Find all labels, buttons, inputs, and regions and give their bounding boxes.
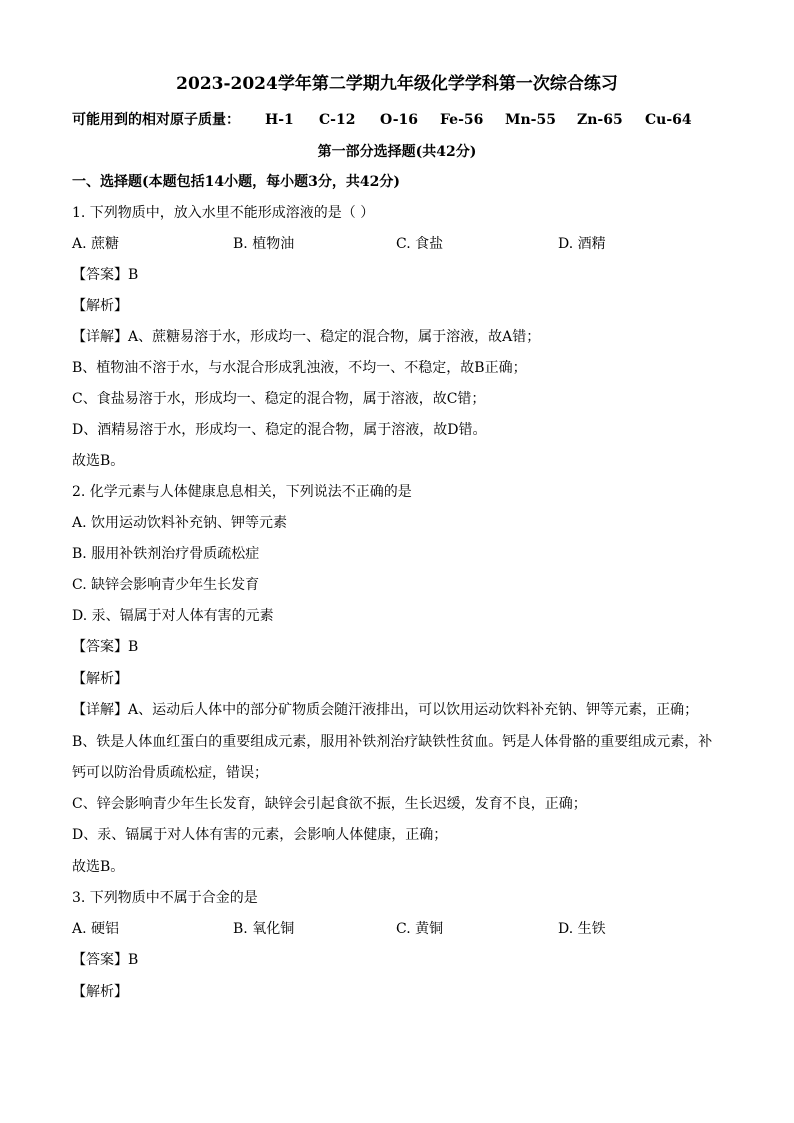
option-d: D. 酒精 — [558, 236, 606, 252]
option-b: B. 氧化铜 — [233, 921, 295, 937]
atomic-masses-label: 可能用到的相对原子质量： — [72, 112, 240, 128]
question-stem: 2. 化学元素与人体健康息息相关，下列说法不正确的是 — [72, 484, 412, 500]
answer-label: 【答案】B — [72, 639, 139, 655]
answer-label: 【答案】B — [72, 952, 139, 968]
analysis-label: 【解析】 — [72, 298, 128, 314]
detail-line: 【详解】A、运动后人体中的部分矿物质会随汗液排出，可以饮用运动饮料补充钠、钾等元素，正确； — [72, 702, 699, 718]
detail-line: C、锌会影响青少年生长发育，缺锌会引起食欲不振，生长迟缓，发育不良，正确； — [72, 796, 587, 812]
option-c: C. 食盐 — [396, 236, 444, 252]
mass-item: O-16 — [380, 112, 419, 128]
detail-line: 故选B。 — [72, 453, 125, 469]
page-title: 2023-2024学年第二学期九年级化学学科第一次综合练习 — [176, 74, 618, 94]
detail-line: B、铁是人体血红蛋白的重要组成元素，服用补铁剂治疗缺铁性贫血。钙是人体骨骼的重要组成元素，补 — [72, 734, 713, 750]
mass-item: C-12 — [319, 112, 356, 128]
option-c: C. 黄铜 — [396, 921, 444, 937]
option-a: A. 饮用运动饮料补充钠、钾等元素 — [72, 515, 288, 531]
detail-line: 故选B。 — [72, 859, 125, 875]
mass-item: Fe-56 — [440, 112, 484, 128]
question-stem: 1. 下列物质中，放入水里不能形成溶液的是（ ） — [72, 205, 375, 221]
answer-label: 【答案】B — [72, 267, 139, 283]
part-title: 第一部分选择题(共42分) — [317, 144, 477, 160]
analysis-label: 【解析】 — [72, 671, 128, 687]
detail-line: B、植物油不溶于水，与水混合形成乳浊液，不均一、不稳定，故B正确； — [72, 360, 527, 376]
detail-line: C、食盐易溶于水，形成均一、稳定的混合物，属于溶液，故C错； — [72, 391, 486, 407]
section-title: 一、选择题(本题包括14小题，每小题3分，共42分) — [72, 174, 400, 190]
option-a: A. 蔗糖 — [72, 236, 120, 252]
detail-line: D、酒精易溶于水，形成均一、稳定的混合物，属于溶液，故D错。 — [72, 422, 487, 438]
mass-item: Cu-64 — [645, 112, 692, 128]
option-b: B. 服用补铁剂治疗骨质疏松症 — [72, 546, 260, 562]
option-a: A. 硬铝 — [72, 921, 120, 937]
option-d: D. 汞、镉属于对人体有害的元素 — [72, 608, 274, 624]
atomic-masses — [72, 110, 722, 130]
mass-item: H-1 — [265, 112, 294, 128]
mass-item: Mn-55 — [505, 112, 556, 128]
detail-line: 钙可以防治骨质疏松症，错误； — [72, 765, 268, 781]
option-d: D. 生铁 — [558, 921, 606, 937]
question-stem: 3. 下列物质中不属于合金的是 — [72, 890, 258, 906]
detail-line: D、汞、镉属于对人体有害的元素，会影响人体健康，正确； — [72, 827, 448, 843]
mass-item: Zn-65 — [577, 112, 623, 128]
analysis-label: 【解析】 — [72, 984, 128, 1000]
detail-line: 【详解】A、蔗糖易溶于水，形成均一、稳定的混合物，属于溶液，故A错； — [72, 329, 541, 345]
option-b: B. 植物油 — [233, 236, 295, 252]
option-c: C. 缺锌会影响青少年生长发育 — [72, 577, 260, 593]
